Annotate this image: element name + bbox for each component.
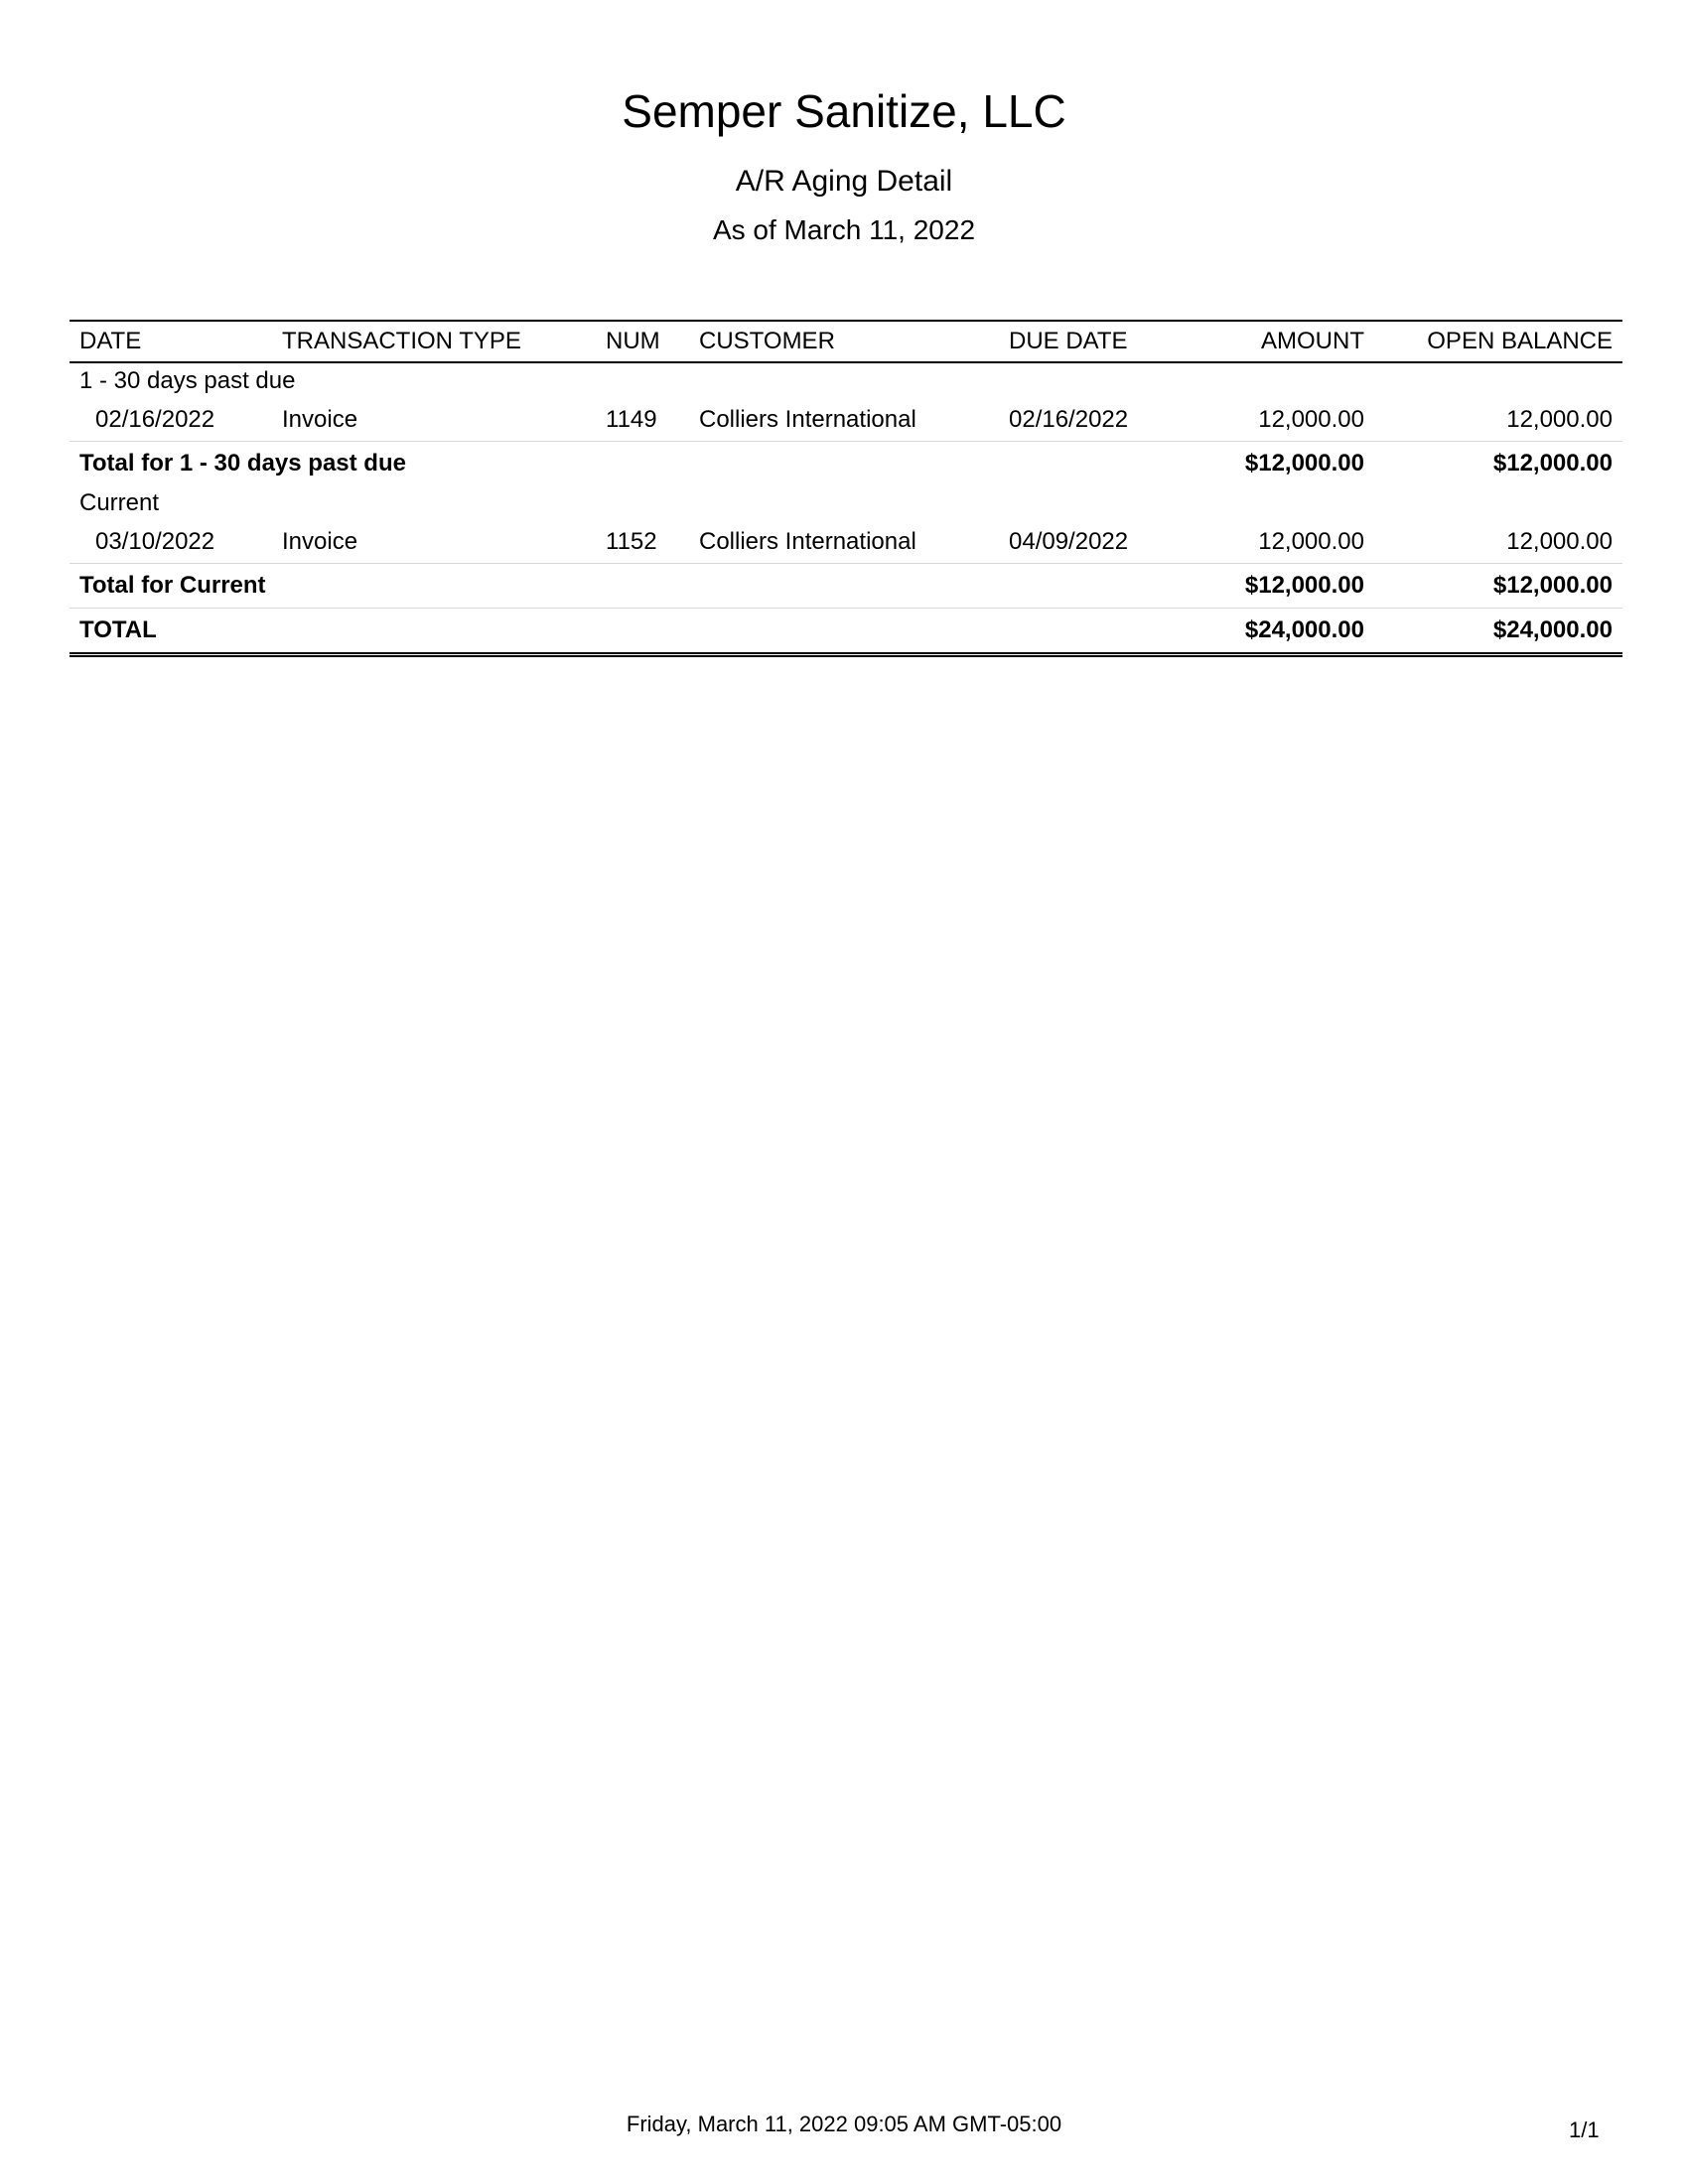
column-header-due-date: DUE DATE (999, 321, 1178, 362)
column-header-amount: AMOUNT (1178, 321, 1374, 362)
group-total-open-balance: $12,000.00 (1374, 442, 1622, 486)
group-header-row (70, 485, 1622, 521)
cell-amount: 12,000.00 (1258, 528, 1364, 555)
group-total-label: Total for Current (70, 564, 1178, 609)
table-row (70, 521, 1622, 564)
group-total-amount: $12,000.00 (1178, 564, 1374, 609)
cell-customer: Colliers International (699, 406, 916, 433)
company-name: Semper Sanitize, LLC (622, 85, 1066, 137)
footer-timestamp: Friday, March 11, 2022 09:05 AM GMT-05:00 (626, 2112, 1062, 2136)
report-date: As of March 11, 2022 (712, 214, 976, 245)
aging-detail-table (70, 320, 1622, 657)
column-header-customer: CUSTOMER (689, 321, 999, 362)
group-total-amount: $12,000.00 (1178, 442, 1374, 486)
column-header-transaction-type: TRANSACTION TYPE (272, 321, 596, 362)
grand-total-row (70, 609, 1622, 655)
cell-transaction-type: Invoice (282, 406, 358, 433)
grand-total-label: TOTAL (70, 609, 1178, 655)
cell-due-date: 04/09/2022 (1009, 528, 1129, 555)
grand-total-open-balance: $24,000.00 (1374, 609, 1622, 655)
group-total-open-balance: $12,000.00 (1374, 564, 1622, 609)
cell-customer: Colliers International (699, 528, 916, 555)
column-header-open-balance: OPEN BALANCE (1374, 321, 1622, 362)
column-header-num: NUM (596, 321, 689, 362)
group-label: Current (79, 489, 160, 516)
group-label: 1 - 30 days past due (79, 367, 296, 394)
cell-amount: 12,000.00 (1258, 406, 1364, 433)
table-header-row (70, 321, 1622, 362)
column-header-date: DATE (70, 321, 272, 362)
report-title: A/R Aging Detail (735, 165, 953, 198)
group-total-row (70, 442, 1622, 486)
group-total-row (70, 564, 1622, 609)
cell-due-date: 02/16/2022 (1009, 406, 1129, 433)
cell-transaction-type: Invoice (282, 528, 358, 555)
cell-date: 02/16/2022 (95, 406, 215, 433)
group-total-label: Total for 1 - 30 days past due (70, 442, 1178, 486)
grand-total-amount: $24,000.00 (1178, 609, 1374, 655)
cell-date: 03/10/2022 (95, 528, 215, 555)
cell-num: 1152 (606, 528, 657, 555)
table-row (70, 399, 1622, 442)
cell-open-balance: 12,000.00 (1506, 406, 1613, 433)
page-number: 1/1 (1569, 2117, 1600, 2142)
group-header-row (70, 362, 1622, 399)
cell-open-balance: 12,000.00 (1506, 528, 1613, 555)
cell-num: 1149 (606, 406, 657, 433)
